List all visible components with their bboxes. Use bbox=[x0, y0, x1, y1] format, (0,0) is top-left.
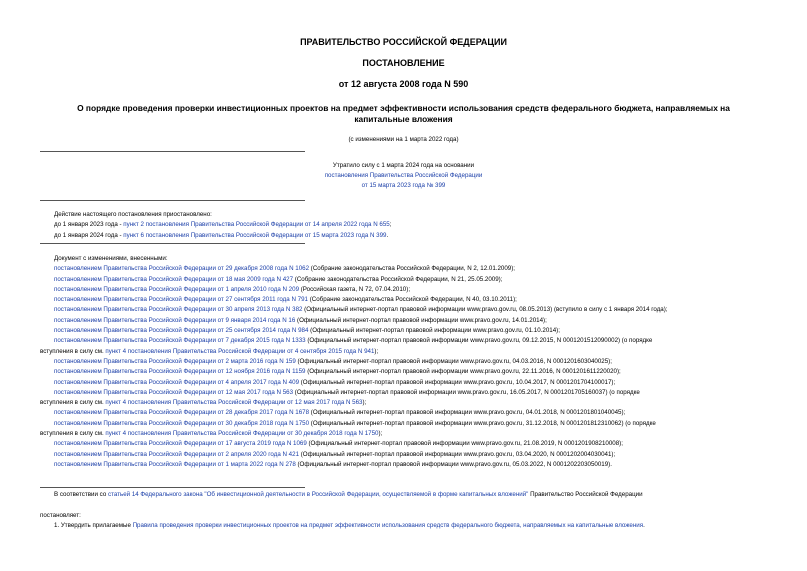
suspension-item-link[interactable]: пункт 2 постановления Правительства Российской Федерации от 14 апреля 2022 года N 655 bbox=[123, 221, 390, 229]
amendment-link[interactable]: постановлением Правительства Российской Федерации от 12 ноября 2016 года N 1159 bbox=[54, 368, 306, 376]
amendment-source: (Официальный интернет-портал правовой информации www.pravo.gov.ru, 01.10.2014); bbox=[308, 327, 560, 335]
amendment-source: (Официальный интернет-портал правовой информации www.pravo.gov.ru, 09.12.2015, N 0001201512090002) (о порядке bbox=[305, 337, 653, 345]
amendment-source: (Официальный интернет-портал правовой информации www.pravo.gov.ru, 04.01.2018, N 0001201801040045); bbox=[309, 409, 626, 417]
amendment-source: (Официальный интернет-портал правовой информации www.pravo.gov.ru, 03.04.2020, N 0001202004030041); bbox=[299, 450, 616, 458]
amendment-item bbox=[40, 460, 668, 470]
amendment-link[interactable]: постановлением Правительства Российской Федерации от 17 августа 2019 года N 1069 bbox=[54, 440, 307, 448]
item-1-rules-link[interactable]: Правила проведения проверки инвестиционных проектов на предмет эффективности использования средств федерального бюджета, направляемых на капитальные вложения bbox=[132, 522, 644, 529]
amendment-item bbox=[40, 378, 668, 388]
amendment-item bbox=[40, 326, 668, 336]
amendment-link[interactable]: постановлением Правительства Российской Федерации от 28 декабря 2017 года N 1678 bbox=[54, 409, 310, 417]
amendment-source: (Официальный интернет-портал правовой информации www.pravo.gov.ru, 05.03.2022, N 0001202203050019). bbox=[295, 460, 612, 468]
document-title-line-2: капитальные вложения bbox=[354, 114, 453, 124]
amendment-item-continuation bbox=[40, 347, 668, 357]
amendment-continuation-end: ); bbox=[378, 430, 383, 438]
amendment-item bbox=[40, 275, 668, 285]
amendment-continuation-link[interactable]: пункт 4 постановления Правительства Российской Федерации от 4 сентября 2015 года N 941 bbox=[105, 347, 375, 355]
amendment-continuation-text: вступления в силу см. bbox=[40, 399, 106, 407]
amendment-source: (Официальный интернет-портал правовой информации www.pravo.gov.ru, 22.11.2016, N 0001201611220020); bbox=[305, 368, 621, 376]
amendment-link[interactable]: постановлением Правительства Российской Федерации от 4 апреля 2017 года N 409 bbox=[54, 378, 300, 386]
suspension-item-text: до 1 января 2023 года - bbox=[54, 221, 124, 229]
expired-notice-link-date[interactable]: от 15 марта 2023 года № 399 bbox=[361, 182, 446, 189]
preamble-law-link[interactable]: статьей 14 Федерального закона "Об инвестиционной деятельности в Российской Федерации, осуществляемой в форме капитальных вложений" bbox=[107, 491, 529, 498]
amendment-link[interactable]: постановлением Правительства Российской Федерации от 12 мая 2017 года N 563 bbox=[54, 388, 294, 396]
preamble-text: В соответствии со bbox=[54, 491, 108, 498]
document-date-number: от 12 августа 2008 года N 590 bbox=[338, 79, 469, 89]
item-1-text: 1. Утвердить прилагаемые bbox=[54, 522, 133, 529]
amendment-item-continuation bbox=[40, 429, 668, 439]
amendment-link[interactable]: постановлением Правительства Российской Федерации от 25 сентября 2014 года N 984 bbox=[54, 327, 309, 335]
amendment-item bbox=[40, 357, 668, 367]
item-1-end: . bbox=[643, 522, 645, 529]
amendment-continuation-text: вступления в силу см. bbox=[40, 430, 106, 438]
amendment-link[interactable]: постановлением Правительства Российской Федерации от 2 апреля 2020 года N 421 bbox=[54, 450, 300, 458]
amendment-item bbox=[40, 439, 668, 449]
expired-notice bbox=[0, 161, 807, 191]
amendments-intro: Документ с изменениями, внесенными: bbox=[54, 255, 168, 262]
amendment-source: (Официальный интернет-портал правовой информации www.pravo.gov.ru, 08.05.2013) (вступило в силу с 1 января 2014 года); bbox=[302, 306, 668, 314]
amendment-continuation-end: ); bbox=[362, 399, 367, 407]
item-1-paragraph bbox=[54, 522, 645, 530]
amendment-source: (Официальный интернет-портал правовой информации www.pravo.gov.ru, 21.08.2019, N 0001201908210008); bbox=[306, 440, 623, 448]
amendment-continuation-link[interactable]: пункт 4 постановления Правительства Российской Федерации от 12 мая 2017 года N 563 bbox=[105, 399, 363, 407]
amendment-item bbox=[40, 408, 668, 418]
suspension-item-text: до 1 января 2024 года - bbox=[54, 231, 124, 239]
amendment-item bbox=[40, 367, 668, 377]
amendments-block bbox=[40, 254, 668, 470]
divider bbox=[40, 151, 305, 152]
amendment-source: (Официальный интернет-портал правовой информации www.pravo.gov.ru, 16.05.2017, N 0001201705160037) (о порядке bbox=[293, 388, 640, 396]
government-heading: ПРАВИТЕЛЬСТВО РОССИЙСКОЙ ФЕДЕРАЦИИ bbox=[300, 37, 507, 47]
amendment-continuation-end: ); bbox=[374, 347, 379, 355]
amendment-item bbox=[40, 450, 668, 460]
amendment-continuation-link[interactable]: пункт 4 постановления Правительства Российской Федерации от 30 декабря 2018 года N 1750 bbox=[105, 430, 379, 438]
amendment-item bbox=[40, 419, 668, 429]
amendment-source: (Официальный интернет-портал правовой информации www.pravo.gov.ru, 14.01.2014); bbox=[295, 316, 547, 324]
amendment-item bbox=[40, 285, 668, 295]
decree-word: постановляет: bbox=[40, 512, 81, 519]
divider bbox=[40, 487, 305, 488]
document-title-line-1: О порядке проведения проверки инвестиционных проектов на предмет эффективности использования средств федерального бюджета, направляемых на bbox=[77, 103, 730, 113]
amendment-source: (Российская газета, N 72, 07.04.2010); bbox=[299, 285, 411, 293]
suspension-intro: Действие настоящего постановления приостановлено: bbox=[54, 211, 212, 218]
suspension-item-end: . bbox=[386, 231, 389, 239]
document-title bbox=[0, 103, 807, 125]
amendment-link[interactable]: постановлением Правительства Российской Федерации от 30 апреля 2013 года N 382 bbox=[54, 306, 303, 314]
amendment-source: (Собрание законодательства Российской Федерации, N 2, 12.01.2009); bbox=[309, 265, 516, 273]
amendment-link[interactable]: постановлением Правительства Российской Федерации от 29 декабря 2008 года N 1062 bbox=[54, 265, 310, 273]
amendment-link[interactable]: постановлением Правительства Российской Федерации от 2 марта 2016 года N 159 bbox=[54, 357, 296, 365]
amendment-link[interactable]: постановлением Правительства Российской Федерации от 27 сентября 2011 года N 791 bbox=[54, 296, 308, 304]
preamble-paragraph bbox=[54, 491, 643, 499]
amendment-link[interactable]: постановлением Правительства Российской Федерации от 18 мая 2009 года N 427 bbox=[54, 275, 294, 283]
amendment-item bbox=[40, 336, 668, 346]
divider bbox=[40, 200, 305, 201]
amendment-source: (Официальный интернет-портал правовой информации www.pravo.gov.ru, 04.03.2016, N 0001201603040025); bbox=[295, 357, 612, 365]
preamble-text-end: Правительство Российской Федерации bbox=[528, 491, 643, 498]
amendment-item bbox=[40, 264, 668, 274]
amendment-link[interactable]: постановлением Правительства Российской Федерации от 30 декабря 2018 года N 1750 bbox=[54, 419, 310, 427]
suspension-item-link[interactable]: пункт 6 постановления Правительства Российской Федерации от 15 марта 2023 года N 399 bbox=[123, 231, 387, 239]
suspension-block bbox=[40, 210, 391, 241]
amendment-item-continuation bbox=[40, 398, 668, 408]
amendment-source: (Официальный интернет-портал правовой информации www.pravo.gov.ru, 10.04.2017, N 0001201704100017); bbox=[299, 378, 616, 386]
amendment-item bbox=[40, 305, 668, 315]
suspension-item bbox=[40, 220, 391, 230]
amendment-link[interactable]: постановлением Правительства Российской Федерации от 1 марта 2022 года N 278 bbox=[54, 460, 296, 468]
document-type: ПОСТАНОВЛЕНИЕ bbox=[362, 58, 445, 68]
changes-note: (с изменениями на 1 марта 2022 года) bbox=[348, 136, 459, 143]
divider bbox=[40, 243, 305, 244]
suspension-item bbox=[40, 231, 391, 241]
amendment-continuation-text: вступления в силу см. bbox=[40, 347, 106, 355]
amendment-source: (Официальный интернет-портал правовой информации www.pravo.gov.ru, 31.12.2018, N 0001201812310062) (о порядке bbox=[309, 419, 656, 427]
amendment-link[interactable]: постановлением Правительства Российской Федерации от 1 апреля 2010 года N 209 bbox=[54, 285, 300, 293]
amendment-item bbox=[40, 388, 668, 398]
amendment-source: (Собрание законодательства Российской Федерации, N 21, 25.05.2009); bbox=[293, 275, 503, 283]
amendment-link[interactable]: постановлением Правительства Российской Федерации от 7 декабря 2015 года N 1333 bbox=[54, 337, 306, 345]
amendment-link[interactable]: постановлением Правительства Российской Федерации от 9 января 2014 года N 16 bbox=[54, 316, 296, 324]
amendment-item bbox=[40, 316, 668, 326]
suspension-item-end: ; bbox=[389, 221, 392, 229]
expired-notice-line-1: Утратило силу с 1 марта 2024 года на основании bbox=[332, 162, 475, 169]
amendment-source: (Собрание законодательства Российской Федерации, N 40, 03.10.2011); bbox=[307, 296, 517, 304]
expired-notice-link[interactable]: постановления Правительства Российской Федерации bbox=[324, 172, 483, 179]
amendment-item bbox=[40, 295, 668, 305]
